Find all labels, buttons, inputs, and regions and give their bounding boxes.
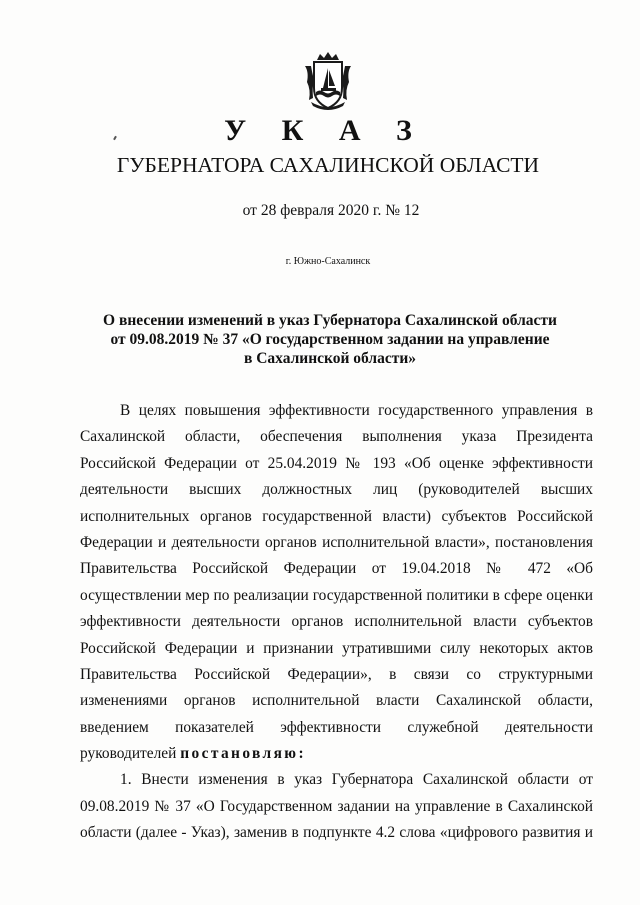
body-line: В целях повышения эффективности государственного управления в: [120, 402, 593, 419]
body-line: введением показателей эффективности служебной деятельности: [80, 718, 593, 736]
document-subject: [80, 311, 580, 368]
body-line: Правительства Российской Федерации от 19.04.2018 № 472 «Об: [80, 560, 593, 578]
body-line: 09.08.2019 № 37 «О Государственном задании на управление в Сахалинской: [80, 797, 593, 815]
document-body: [80, 398, 593, 847]
body-line: эффективности деятельности органов исполнительной власти субъектов: [80, 613, 593, 631]
body-line: изменениями органов исполнительной власти Сахалинской области,: [80, 692, 593, 710]
document-type-title: У К А З: [224, 114, 426, 147]
sakhalin-coat-of-arms-icon: [303, 52, 353, 110]
body-line: исполнительных органов государственной власти) субъектов Российской: [80, 507, 593, 525]
body-line-decree-formula: [80, 741, 593, 767]
body-line: Российской Федерации и признании утратившими силу некоторых актов: [80, 639, 593, 657]
subject-line: от 09.08.2019 № 37 «О государственном задании на управление: [110, 331, 550, 348]
subject-line: О внесении изменений в указ Губернатора Сахалинской области: [103, 312, 557, 329]
document-city: г. Южно-Сахалинск: [285, 256, 371, 267]
body-line: Сахалинской области, обеспечения выполнения указа Президента: [80, 428, 593, 446]
body-line: Правительства Российской Федерации», в связи со структурными: [80, 665, 593, 683]
body-line: Федерации и деятельности органов исполнительной власти», постановления: [80, 533, 593, 551]
body-line: области (далее - Указ), заменив в подпункте 4.2 слова «цифрового развития и: [80, 824, 593, 842]
subject-line: в Сахалинской области»: [243, 350, 417, 367]
body-line-prefix: руководителей: [80, 745, 181, 763]
body-line: Российской Федерации от 25.04.2019 № 193 «Об оценке эффективности: [80, 454, 593, 472]
body-line: 1. Внести изменения в указ Губернатора Сахалинской области от: [120, 771, 593, 789]
body-line: деятельности высших должностных лиц (руководителей высших: [80, 481, 593, 499]
document-date-number: от 28 февраля 2020 г. № 12: [242, 202, 420, 219]
decree-formula: постановляю:: [180, 745, 306, 763]
issuer-title: ГУБЕРНАТОРА САХАЛИНСКОЙ ОБЛАСТИ: [116, 153, 540, 177]
body-line: осуществлении мер по реализации государственной политики в сфере оценки: [80, 586, 593, 604]
